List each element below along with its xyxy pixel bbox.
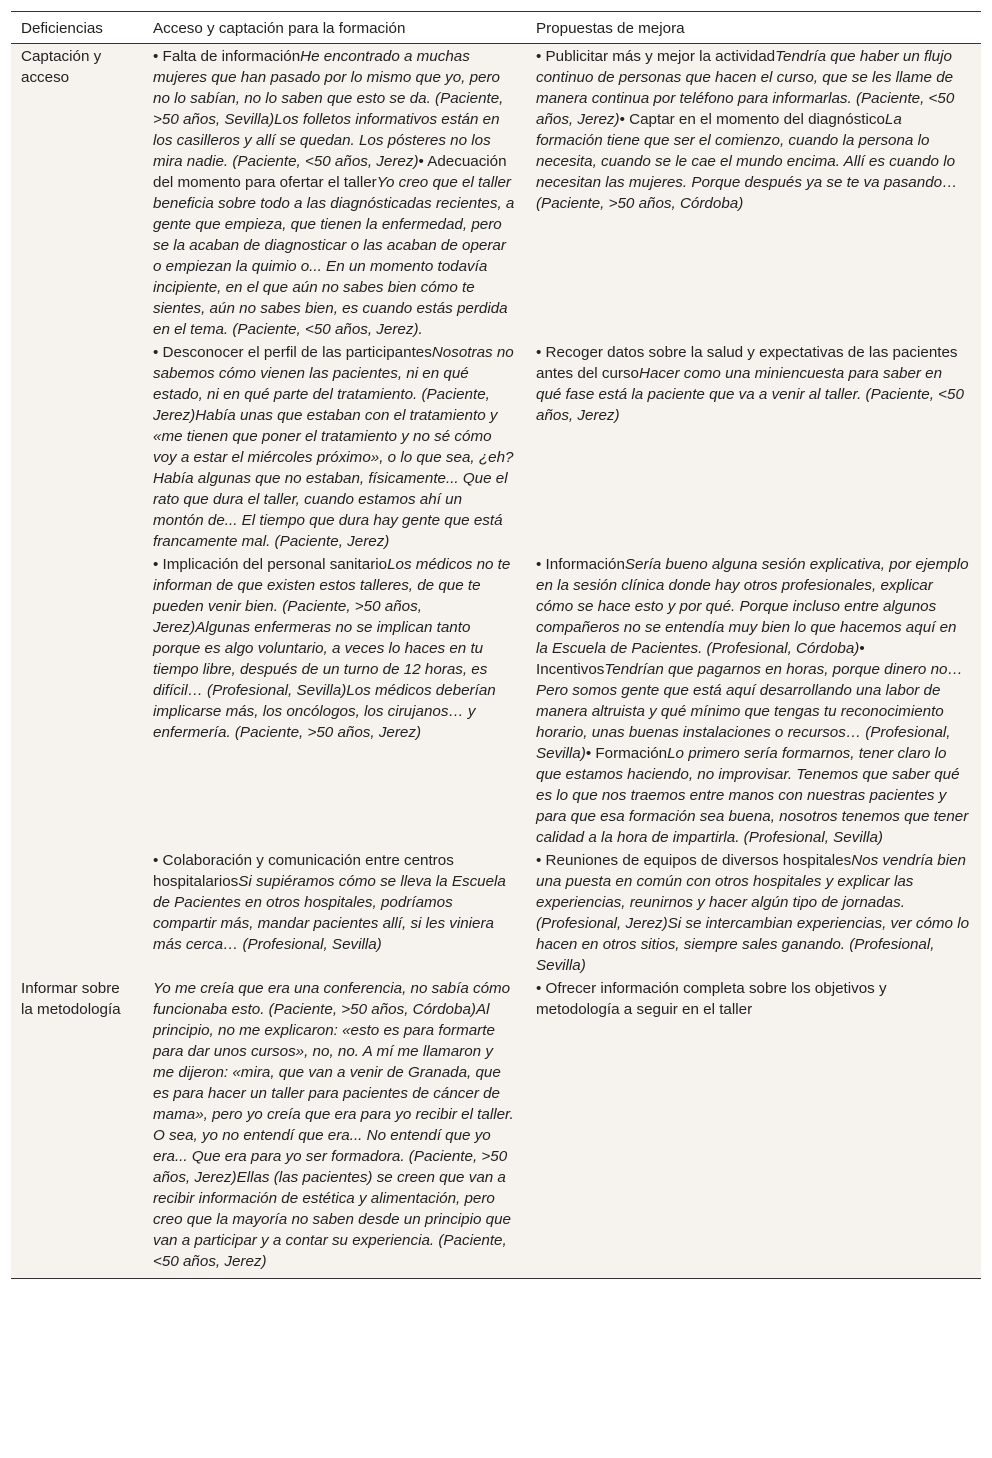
proposal-bullet: • Información xyxy=(536,556,625,573)
access-bullet: • Falta de información xyxy=(153,48,301,65)
table-row xyxy=(11,976,981,1279)
proposal-quote: Sería bueno alguna sesión explicativa, por ejemplo en la sesión clínica donde hay otros profesionales, explicar cómo se hace esto y por qué. Porque incluso entre algunos compañeros no se entendía muy bien lo que hacemos aquí en la Escuela de Pacientes. (Profesional, Córdoba) xyxy=(536,556,969,657)
header-acceso-captacion: Acceso y captación para la formación xyxy=(143,12,526,44)
access-cell xyxy=(143,44,526,341)
deficiency-cell xyxy=(11,552,143,848)
proposal-cell xyxy=(526,340,981,552)
access-bullet: • Colaboración y comunicación entre centros hospitalarios xyxy=(153,852,454,890)
deficiency-cell xyxy=(11,340,143,552)
access-quote: Yo me creía que era una conferencia, no sabía cómo funcionaba esto. (Paciente, >50 años, Córdoba)Al principio, no me explicaron: «esto es para formarte para dar unos cursos», no, no. A mí me llamaron y me dijeron: «mira, que van a venir de Granada, que es para hacer un taller para pacientes de cáncer de mama», pero yo creía que era para yo recibir el taller. O sea, yo no entendí que era... No entendí que yo era... Que era para yo ser formadora. (Paciente, >50 años, Jerez)Ellas (las pacientes) se creen que van a recibir información de estética y alimentación, pero creo que la mayoría no saben desde un principio que van a participar y a contar su experiencia. (Paciente, <50 años, Jerez) xyxy=(153,980,514,1270)
header-deficiencias: Deficiencias xyxy=(11,12,143,44)
table-row xyxy=(11,44,981,341)
access-quote: He encontrado a muchas mujeres que han pasado por lo mismo que yo, pero no lo sabían, no lo saben que esto se da. (Paciente, >50 años, Sevilla)Los folletos informativos están en los casilleros y allí se quedan. Los pósteres no los mira nadie. (Paciente, <50 años, Jerez) xyxy=(153,48,504,170)
proposal-bullet: • Reuniones de equipos de diversos hospitales xyxy=(536,852,852,869)
proposal-bullet: • Incentivos xyxy=(536,640,865,678)
proposal-quote: La formación tiene que ser el comienzo, cuando la persona lo necesita, cuando se le cae el mundo encima. Allí es cuando lo necesitan las mujeres. Porque después ya se te va pasando… (Paciente, >50 años, Córdoba) xyxy=(536,111,958,212)
access-bullet: • Implicación del personal sanitario xyxy=(153,556,388,573)
table-row xyxy=(11,848,981,976)
access-quote: Los médicos no te informan de que existen estos talleres, de que te pueden venir bien. (Paciente, >50 años, Jerez)Algunas enfermeras no se implican tanto porque es algo voluntario, a veces lo haces en tu tiempo libre, después de un turno de 12 horas, es difícil… (Profesional, Sevilla)Los médicos deberían implicarse más, los oncólogos, los cirujanos… y enfermería. (Paciente, >50 años, Jerez) xyxy=(153,556,511,741)
deficiency-label: Informar sobre la metodología xyxy=(21,980,121,1018)
access-quote: Nosotras no sabemos cómo vienen las pacientes, ni en qué estado, ni en qué parte del tratamiento. (Paciente, Jerez)Había unas que estaban con el tratamiento y «me tienen que poner el tratamiento y no sé cómo voy a estar el miércoles próximo», o lo que sea, ¿eh? Había algunas que no estaban, físicamente... Que el rato que dura el taller, cuando estamos ahí un montón de... El tiempo que dura hay gente que está francamente mal. (Paciente, Jerez) xyxy=(153,344,514,550)
proposal-bullet: • Publicitar más y mejor la actividad xyxy=(536,48,776,65)
access-cell xyxy=(143,976,526,1279)
header-propuestas: Propuestas de mejora xyxy=(526,12,981,44)
proposal-cell xyxy=(526,44,981,341)
proposal-bullet: • Recoger datos sobre la salud y expectativas de las pacientes antes del curso xyxy=(536,344,958,382)
proposal-bullet: • Captar en el momento del diagnóstico xyxy=(619,111,885,128)
proposal-cell xyxy=(526,848,981,976)
proposal-quote: Tendría que haber un flujo continuo de personas que hacen el curso, que se les llame de manera continua por teléfono para informarlas. (Paciente, <50 años, Jerez) xyxy=(536,48,955,128)
proposal-bullet: • Ofrecer información completa sobre los objetivos y metodología a seguir en el taller xyxy=(536,980,887,1018)
proposal-quote: Hacer como una miniencuesta para saber en qué fase está la paciente que va a venir al taller. (Paciente, <50 años, Jerez) xyxy=(536,365,964,424)
proposal-cell xyxy=(526,552,981,848)
proposal-bullet: • Formación xyxy=(585,745,668,762)
access-bullet: • Desconocer el perfil de las participantes xyxy=(153,344,432,361)
access-cell xyxy=(143,340,526,552)
deficiency-cell xyxy=(11,848,143,976)
deficiency-cell xyxy=(11,976,143,1279)
deficiency-cell xyxy=(11,44,143,341)
proposal-quote: Nos vendría bien una puesta en común con otros hospitales y explicar las experiencias, reunirnos y hacer algún tipo de jornadas. (Profesional, Jerez)Si se intercambian experiencias, ver cómo lo hacen en otros sitios, siempre sales ganando. (Profesional, Sevilla) xyxy=(536,852,970,974)
access-quote: Si supiéramos cómo se lleva la Escuela de Pacientes en otros hospitales, podríamos compartir más, mandar pacientes allí, si les viniera más cerca… (Profesional, Sevilla) xyxy=(153,873,506,953)
access-quote: Yo creo que el taller beneficia sobre todo a las diagnósticadas recientes, a gente que empieza, que tienen la enfermedad, pero se la acaban de diagnosticar o las acaban de operar o empiezan la quimio o... En un momento todavía incipiente, en el que aún no sabes bien cómo te sientes, aún no sabes bien, es cuando estás perdida en el tema. (Paciente, <50 años, Jerez). xyxy=(153,174,515,338)
table-header-row xyxy=(11,12,981,44)
access-cell xyxy=(143,848,526,976)
proposal-quote: Tendrían que pagarnos en horas, porque dinero no… Pero somos gente que está aquí desarrollando una labor de manera altruista y qué mínimo que tengas tu reconocimiento horario, unas buenas instalaciones o recursos… (Profesional, Sevilla) xyxy=(536,661,963,762)
proposal-cell xyxy=(526,976,981,1279)
deficiency-label: Captación y acceso xyxy=(21,48,102,86)
proposal-quote: Lo primero sería formarnos, tener claro lo que estamos haciendo, no improvisar. Tenemos que saber qué es lo que nos traemos entre manos con nuestras pacientes y para que esa formación sea buena, nosotros tenemos que tener calidad a la hora de impartirla. (Profesional, Sevilla) xyxy=(536,745,969,846)
table-row xyxy=(11,340,981,552)
deficiencies-table xyxy=(11,11,981,1279)
table-row xyxy=(11,552,981,848)
access-cell xyxy=(143,552,526,848)
access-bullet: • Adecuación del momento para ofertar el taller xyxy=(153,153,507,191)
